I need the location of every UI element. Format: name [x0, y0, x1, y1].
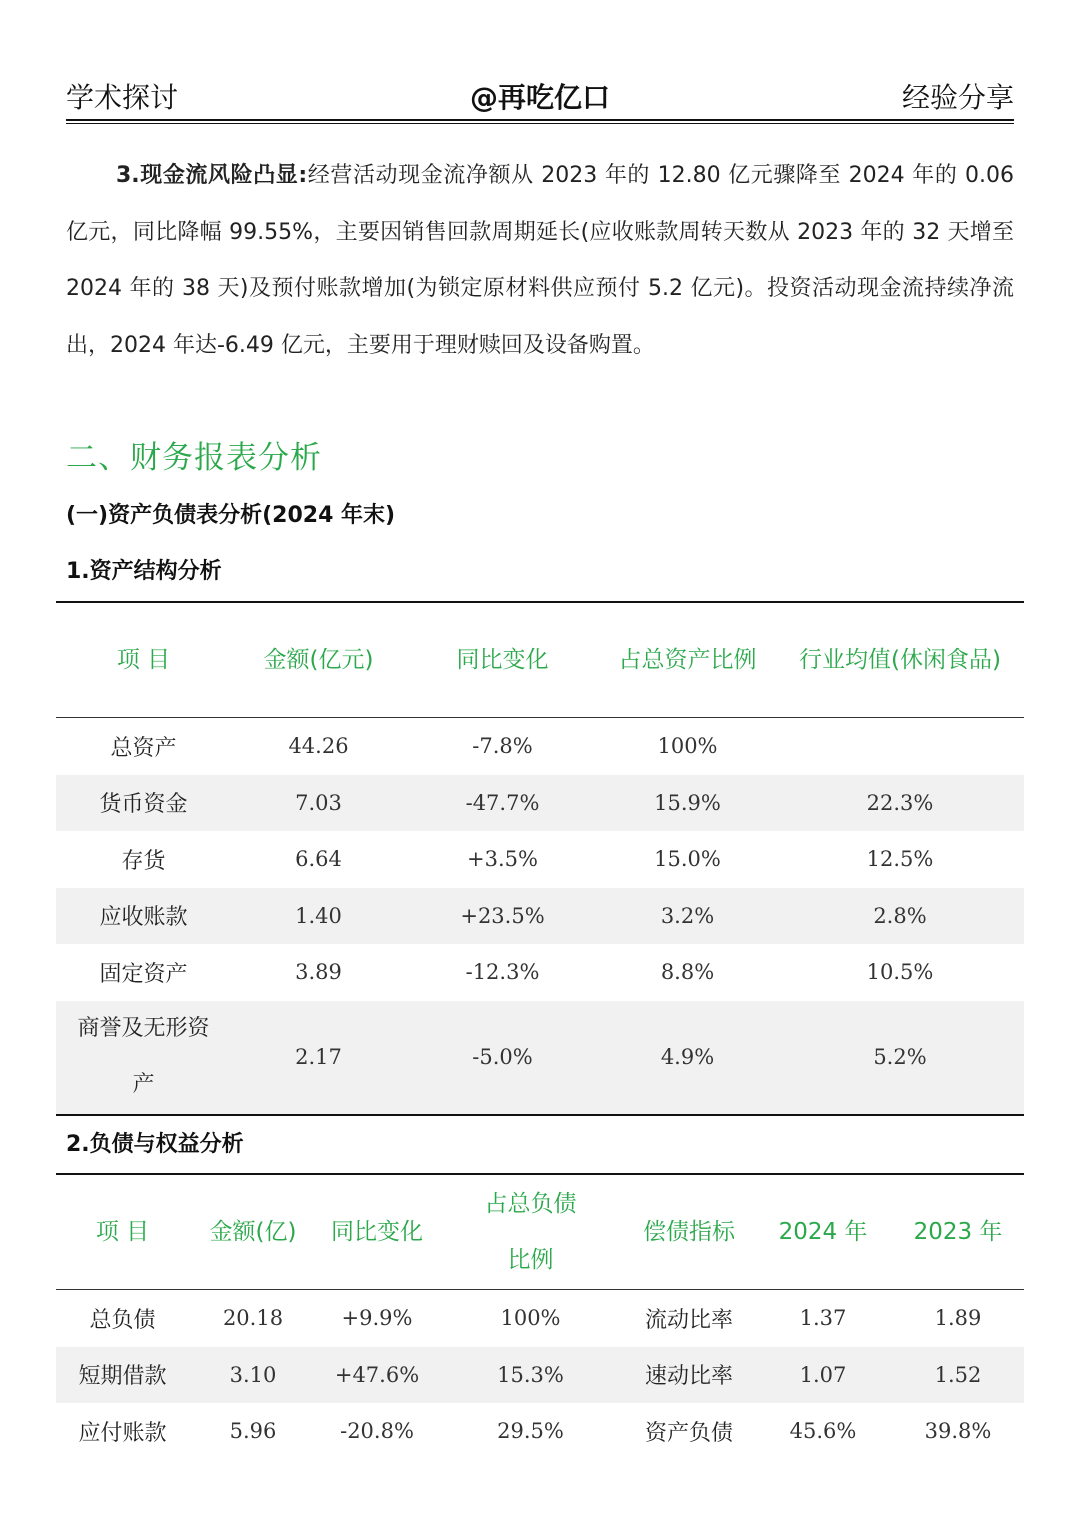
paragraph-text: 经营活动现金流净额从 2023 年的 12.80 亿元骤降至 2024 年的 0.06 亿元，同比降幅 99.55%，主要因销售回款周期延长(应收账款周转天数从 2023 年的 32 天增至 2024 年的 38 天)及预付账款增加(为锁定原材料供应预付 5.2 亿元)。投资活动现金流持续净流出，2024 年达-6.49 亿元，主要用于理财赎回及设备购置。 [66, 163, 1014, 358]
table-cell: 资产负债 [644, 1420, 733, 1446]
asset-structure-title: 1.资产结构分析 [66, 559, 222, 584]
table-cell: 22.3% [776, 775, 1024, 832]
header-rule-thin [66, 123, 1014, 124]
asset-col-yoy: 同比变化 [406, 602, 599, 718]
liability-col-metric: 偿债指标 [624, 1174, 754, 1290]
liability-col-yoy: 同比变化 [317, 1174, 437, 1290]
table-cell: -12.3% [465, 960, 540, 985]
table-row [56, 888, 1024, 945]
table-cell: -20.8% [340, 1419, 414, 1444]
table-cell: -5.0% [406, 1001, 599, 1115]
table-cell: 29.5% [497, 1419, 564, 1444]
section-title: 二、财务报表分析 [66, 440, 322, 476]
table-cell: 1.40 [231, 888, 406, 945]
table-row [56, 831, 1024, 888]
liability-col-amount: 金额(亿) [189, 1174, 317, 1290]
asset-structure-table [56, 601, 1024, 1116]
asset-col-item: 项 目 [56, 602, 231, 718]
subsection-title: (一)资产负债表分析(2024 年末) [66, 503, 396, 528]
table-cell: 应付账款 [78, 1420, 167, 1446]
asset-table-header-row [56, 602, 1024, 718]
table-cell: 速动比率 [624, 1347, 754, 1404]
table-row [56, 1290, 1024, 1347]
table-cell: 4.9% [599, 1001, 776, 1115]
header-left: 学术探讨 [66, 81, 179, 114]
cashflow-paragraph [66, 148, 1014, 374]
table-cell: 存货 [121, 848, 166, 874]
table-cell: 总资产 [110, 735, 177, 761]
table-cell: 100% [500, 1306, 561, 1331]
table-row [56, 1001, 1024, 1115]
table-cell: 45.6% [789, 1419, 857, 1444]
table-cell: 2.8% [776, 888, 1024, 945]
liability-col-item: 项 目 [56, 1174, 189, 1290]
table-row [56, 775, 1024, 832]
table-cell: 1.37 [799, 1306, 847, 1331]
table-cell: 8.8% [660, 960, 715, 985]
liability-table-header-row [56, 1174, 1024, 1290]
page-header [66, 76, 1014, 120]
table-row [56, 718, 1024, 775]
liability-col-2023: 2023 年 [892, 1174, 1024, 1290]
table-cell: 1.07 [754, 1347, 892, 1404]
table-cell: 商誉及无形资产 [56, 1001, 231, 1115]
header-right: 经验分享 [901, 81, 1014, 114]
paragraph-lead: 3.现金流风险凸显: [116, 163, 308, 188]
liability-col-2024: 2024 年 [754, 1174, 892, 1290]
table-cell: 2.17 [231, 1001, 406, 1115]
table-cell: 3.2% [599, 888, 776, 945]
table-cell: -47.7% [406, 775, 599, 832]
table-cell: 总负债 [89, 1307, 156, 1333]
liability-table [56, 1173, 1024, 1460]
table-cell: 货币资金 [56, 775, 231, 832]
table-cell: 短期借款 [56, 1347, 189, 1404]
table-cell [776, 718, 1024, 775]
table-cell: +23.5% [406, 888, 599, 945]
table-cell: 100% [657, 734, 718, 759]
table-cell: 10.5% [866, 960, 934, 985]
header-center: @再吃亿口 [469, 81, 610, 114]
table-cell: 7.03 [231, 775, 406, 832]
table-cell: 固定资产 [99, 961, 188, 987]
table-cell: 12.5% [866, 847, 934, 872]
asset-col-industry: 行业均值(休闲食品) [776, 602, 1024, 718]
table-cell: +3.5% [467, 847, 538, 872]
table-cell: 39.8% [924, 1419, 992, 1444]
table-cell: 44.26 [288, 734, 349, 759]
table-row [56, 944, 1024, 1001]
table-row [56, 1347, 1024, 1404]
table-cell: 15.3% [437, 1347, 624, 1404]
header-rule-thick [66, 119, 1014, 121]
table-cell: 1.52 [892, 1347, 1024, 1404]
table-cell: 15.0% [654, 847, 721, 872]
table-cell: +47.6% [317, 1347, 437, 1404]
table-cell: 1.89 [934, 1306, 982, 1331]
liability-title: 2.负债与权益分析 [66, 1132, 244, 1157]
table-cell: 20.18 [222, 1306, 284, 1331]
table-cell: +9.9% [341, 1306, 413, 1331]
table-cell: 15.9% [599, 775, 776, 832]
table-cell: 流动比率 [644, 1307, 733, 1333]
table-cell: 5.96 [229, 1419, 277, 1444]
asset-col-amount: 金额(亿元) [231, 602, 406, 718]
table-cell: 应收账款 [56, 888, 231, 945]
table-cell: 3.10 [189, 1347, 317, 1404]
liability-col-share: 占总负债比例 [437, 1174, 624, 1290]
table-cell: 3.89 [295, 960, 342, 985]
table-row [56, 1403, 1024, 1460]
asset-col-share: 占总资产比例 [599, 602, 776, 718]
table-cell: 5.2% [776, 1001, 1024, 1115]
table-cell: 6.64 [295, 847, 342, 872]
table-cell: -7.8% [472, 734, 533, 759]
